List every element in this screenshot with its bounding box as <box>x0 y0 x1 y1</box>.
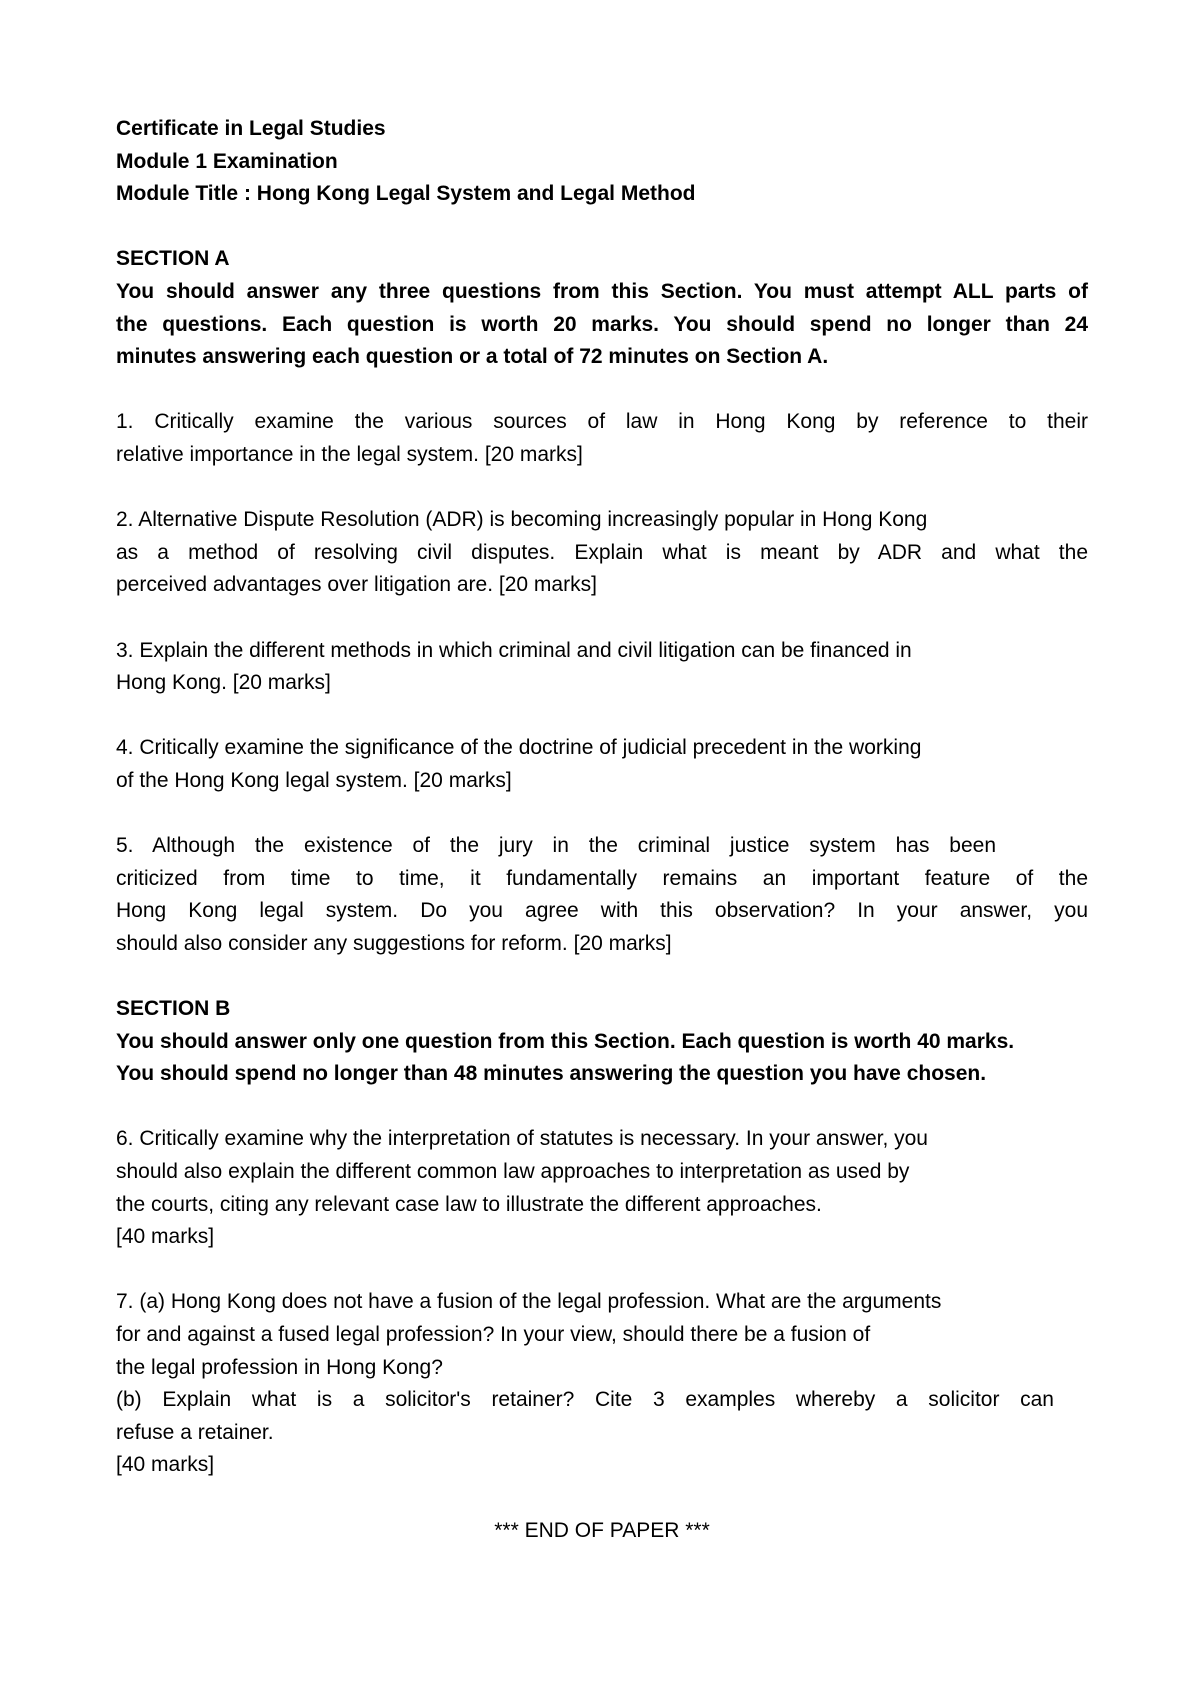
question-line: of the Hong Kong legal system. [20 marks] <box>116 768 512 792</box>
question-line: refuse a retainer. <box>116 1420 274 1444</box>
exam-paper <box>116 113 1088 1547</box>
paper-header <box>116 113 1088 211</box>
question-line: 2. Alternative Dispute Resolution (ADR) is becoming increasingly popular in Hong Kong <box>116 508 928 532</box>
question-line: Hong Kong. [20 marks] <box>116 671 331 695</box>
exam-title: Module 1 Examination <box>116 149 338 173</box>
section-a-instructions <box>116 276 1088 374</box>
question-line: Hong Kong legal system. Do you agree with this observation? In your answer, you <box>116 899 1088 923</box>
instruction-line: You should answer any three questions from this Section. You must attempt ALL parts of <box>116 279 1088 303</box>
question-line: for and against a fused legal profession? In your view, should there be a fusion of <box>116 1322 871 1346</box>
section-b <box>116 993 1088 1482</box>
question-line: 1. Critically examine the various sources of law in Hong Kong by reference to their <box>116 410 1088 434</box>
question-line: should also explain the different common law approaches to interpretation as used by <box>116 1160 910 1183</box>
question-line: 3. Explain the different methods in which criminal and civil litigation can be financed in <box>116 638 912 662</box>
question-4 <box>116 732 1088 797</box>
question-line: 4. Critically examine the significance of the doctrine of judicial precedent in the working <box>116 736 922 760</box>
question-line: 7. (a) Hong Kong does not have a fusion of the legal profession. What are the arguments <box>116 1290 942 1314</box>
question-line: 6. Critically examine why the interpretation of statutes is necessary. In your answer, you <box>116 1127 928 1151</box>
question-3 <box>116 635 1088 700</box>
end-of-paper: *** END OF PAPER *** <box>494 1518 710 1542</box>
question-line: criticized from time to time, it fundamentally remains an important feature of the <box>116 866 1088 890</box>
question-1 <box>116 406 1088 471</box>
question-line: the courts, citing any relevant case law to illustrate the different approaches. <box>116 1192 822 1216</box>
module-title: Module Title : Hong Kong Legal System and Legal Method <box>116 182 696 206</box>
section-b-instructions <box>116 1026 1088 1091</box>
question-line: (b) Explain what is a solicitor's retainer? Cite 3 examples whereby a solicitor can <box>116 1388 1054 1412</box>
course-title: Certificate in Legal Studies <box>116 117 386 140</box>
question-line: [40 marks] <box>116 1453 215 1477</box>
question-line: as a method of resolving civil disputes. Explain what is meant by ADR and what the <box>116 540 1088 564</box>
question-line: the legal profession in Hong Kong? <box>116 1355 443 1379</box>
instruction-line: You should answer only one question from this Section. Each question is worth 40 marks. <box>116 1029 1015 1053</box>
question-line: should also consider any suggestions for reform. [20 marks] <box>116 931 672 955</box>
question-line: 5. Although the existence of the jury in the criminal justice system has been <box>116 834 996 858</box>
section-a-heading: SECTION A <box>116 247 230 271</box>
question-line: relative importance in the legal system. [20 marks] <box>116 442 583 466</box>
question-2 <box>116 504 1088 602</box>
question-line: [40 marks] <box>116 1225 215 1249</box>
instruction-line: You should spend no longer than 48 minutes answering the question you have chosen. <box>116 1062 987 1086</box>
question-5 <box>116 830 1088 960</box>
question-6 <box>116 1123 1088 1253</box>
instruction-line: minutes answering each question or a total of 72 minutes on Section A. <box>116 345 829 369</box>
section-b-heading: SECTION B <box>116 997 231 1021</box>
question-7 <box>116 1286 1088 1482</box>
question-line: perceived advantages over litigation are. [20 marks] <box>116 573 597 597</box>
section-a <box>116 243 1088 960</box>
instruction-line: the questions. Each question is worth 20 marks. You should spend no longer than 24 <box>116 312 1088 336</box>
